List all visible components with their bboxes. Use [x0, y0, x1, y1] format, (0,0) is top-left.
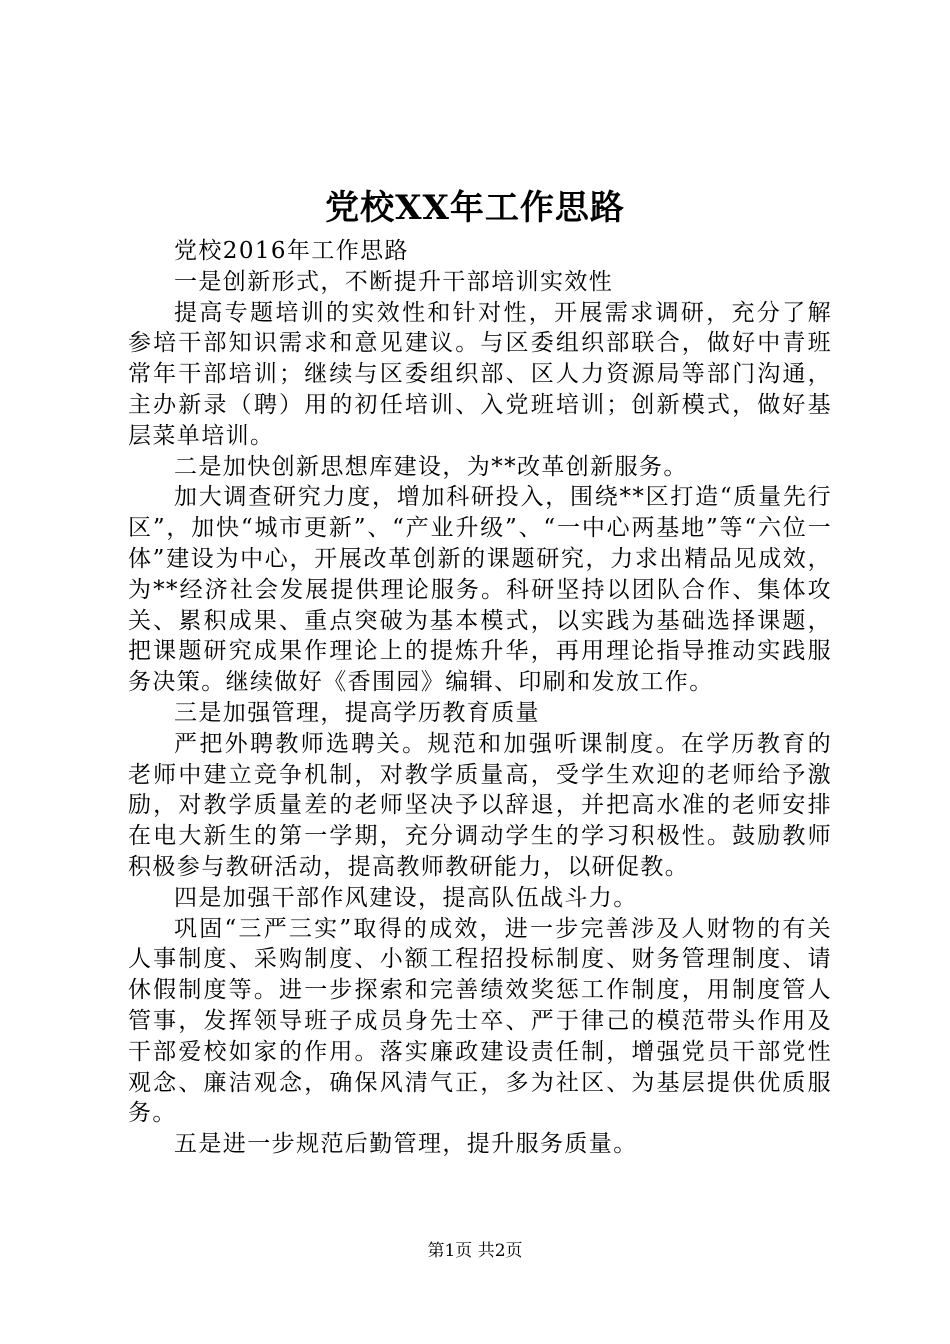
document-body: [128, 236, 832, 1160]
body-paragraph-4: 巩固“三严三实”取得的成效，进一步完善涉及人财物的有关人事制度、采购制度、小额工程招投标制度、财务管理制度、请休假制度等。进一步探索和完善绩效奖惩工作制度，用制度管人管事，发挥领导班子成员身先士卒、严于律己的模范带头作用及干部爱校如家的作用。落实廉政建设责任制，增强党员干部党性观念、廉洁观念，确保风清气正，多为社区、为基层提供优质服务。: [128, 915, 832, 1127]
section-heading-1: 一是创新形式，不断提升干部培训实效性: [174, 268, 614, 295]
section-heading-4: 四是加强干部作风建设，提高队伍战斗力。: [174, 884, 638, 911]
section-heading-5: 五是进一步规范后勤管理，提升服务质量。: [174, 1131, 638, 1158]
body-paragraph-2: 加大调查研究力度，增加科研投入，围绕**区打造“质量先行区”，加快“城市更新”、“产业升级”、“一中心两基地”等“六位一体”建设为中心，开展改革创新的课题研究，力求出精品见成效，为**经济社会发展提供理论服务。科研坚持以团队合作、集体攻关、累积成果、重点突破为基本模式，以实践为基础选择课题，把课题研究成果作理论上的提炼升华，再用理论指导推动实践服务决策。继续做好《香围园》编辑、印刷和发放工作。: [128, 484, 832, 696]
section-heading-3: 三是加强管理，提高学历教育质量: [174, 699, 540, 726]
body-paragraph-1: 提高专题培训的实效性和针对性，开展需求调研，充分了解参培干部知识需求和意见建议。与区委组织部联合，做好中青班常年干部培训；继续与区委组织部、区人力资源局等部门沟通，主办新录（聘）用的初任培训、入党班培训；创新模式，做好基层菜单培训。: [128, 299, 832, 449]
subtitle-line: 党校2016年工作思路: [174, 238, 409, 264]
document-title: 党校XX年工作思路: [325, 188, 625, 228]
section-heading-2: 二是加快创新思想库建设，为**改革创新服务。: [174, 453, 688, 480]
page-number-footer: 第1页 共2页: [427, 1241, 523, 1261]
body-paragraph-3: 严把外聘教师选聘关。规范和加强听课制度。在学历教育的老师中建立竞争机制，对教学质量高，受学生欢迎的老师给予激励，对教学质量差的老师坚决予以辞退，并把高水准的老师安排在电大新生的第一学期，充分调动学生的学习积极性。鼓励教师积极参与教研活动，提高教师教研能力，以研促教。: [128, 730, 832, 880]
